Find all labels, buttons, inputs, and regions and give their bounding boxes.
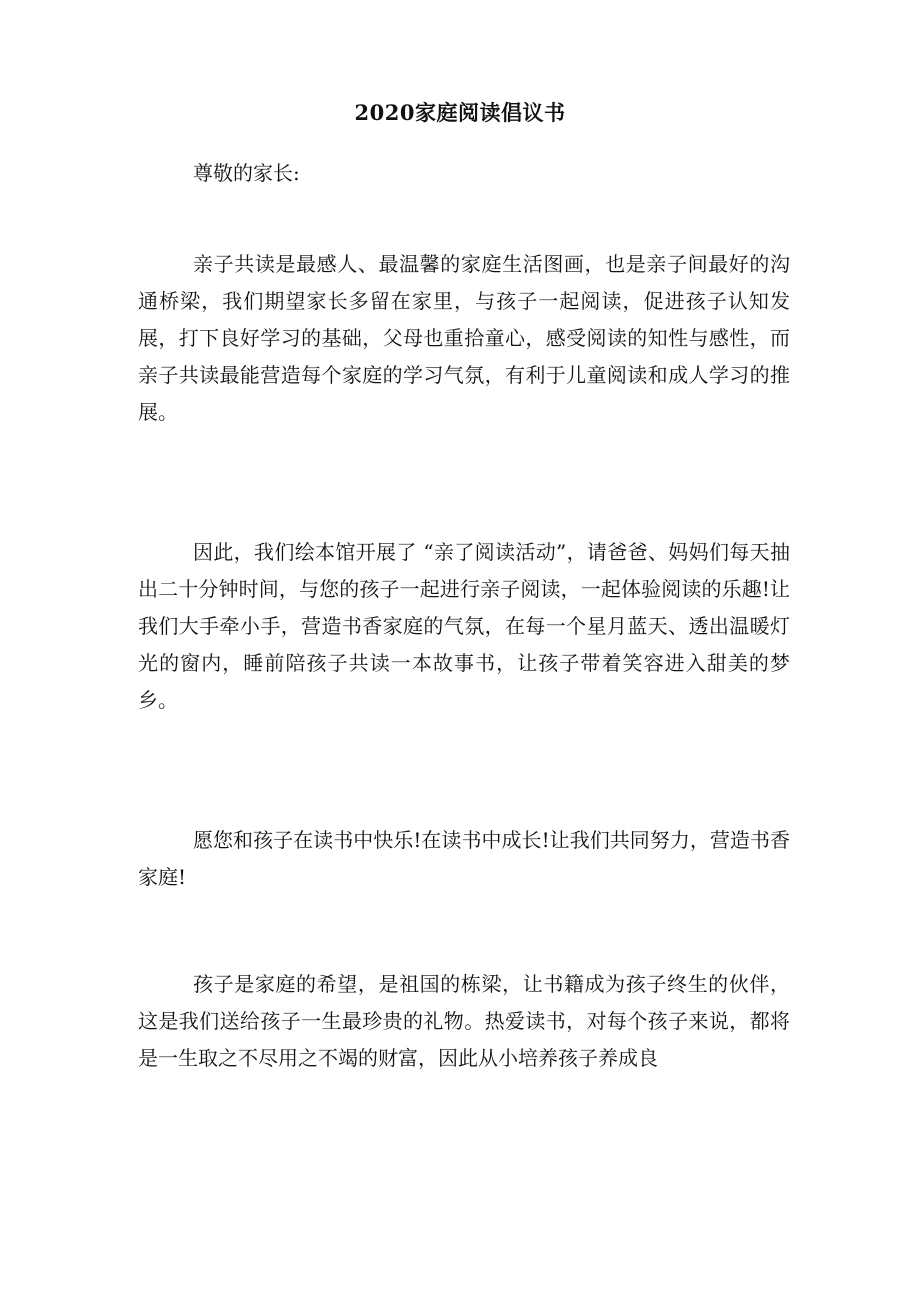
salutation: 尊敬的家长:	[193, 161, 300, 185]
document-title: 2020家庭阅读倡议书	[354, 100, 566, 125]
paragraph-3: 愿您和孩子在读书中快乐!在读书中成长!让我们共同努力，营造书香家庭!	[138, 828, 790, 889]
paragraph-4: 孩子是家庭的希望，是祖国的栋梁，让书籍成为孩子终生的伙伴，这是我们送给孩子一生最珍贵的礼物。热爱读书，对每个孩子来说，都将是一生取之不尽用之不竭的财富，因此从小培养孩子养成良	[138, 972, 790, 1070]
paragraph-2: 因此，我们绘本馆开展了 “亲了阅读活动”，请爸爸、妈妈们每天抽出二十分钟时间，与您的孩子一起进行亲子阅读，一起体验阅读的乐趣!让我们大手牵小手，营造书香家庭的气氛，在每一个星月蓝天、透出温暖灯光的窗内，睡前陪孩子共读一本故事书，让孩子带着笑容进入甜美的梦乡。	[138, 540, 790, 712]
paragraph-1: 亲子共读是最感人、最温馨的家庭生活图画，也是亲子间最好的沟通桥梁，我们期望家长多留在家里，与孩子一起阅读，促进孩子认知发展，打下良好学习的基础，父母也重拾童心，感受阅读的知性与感性，而亲子共读最能营造每个家庭的学习气氛，有利于儿童阅读和成人学习的推展。	[138, 252, 790, 424]
